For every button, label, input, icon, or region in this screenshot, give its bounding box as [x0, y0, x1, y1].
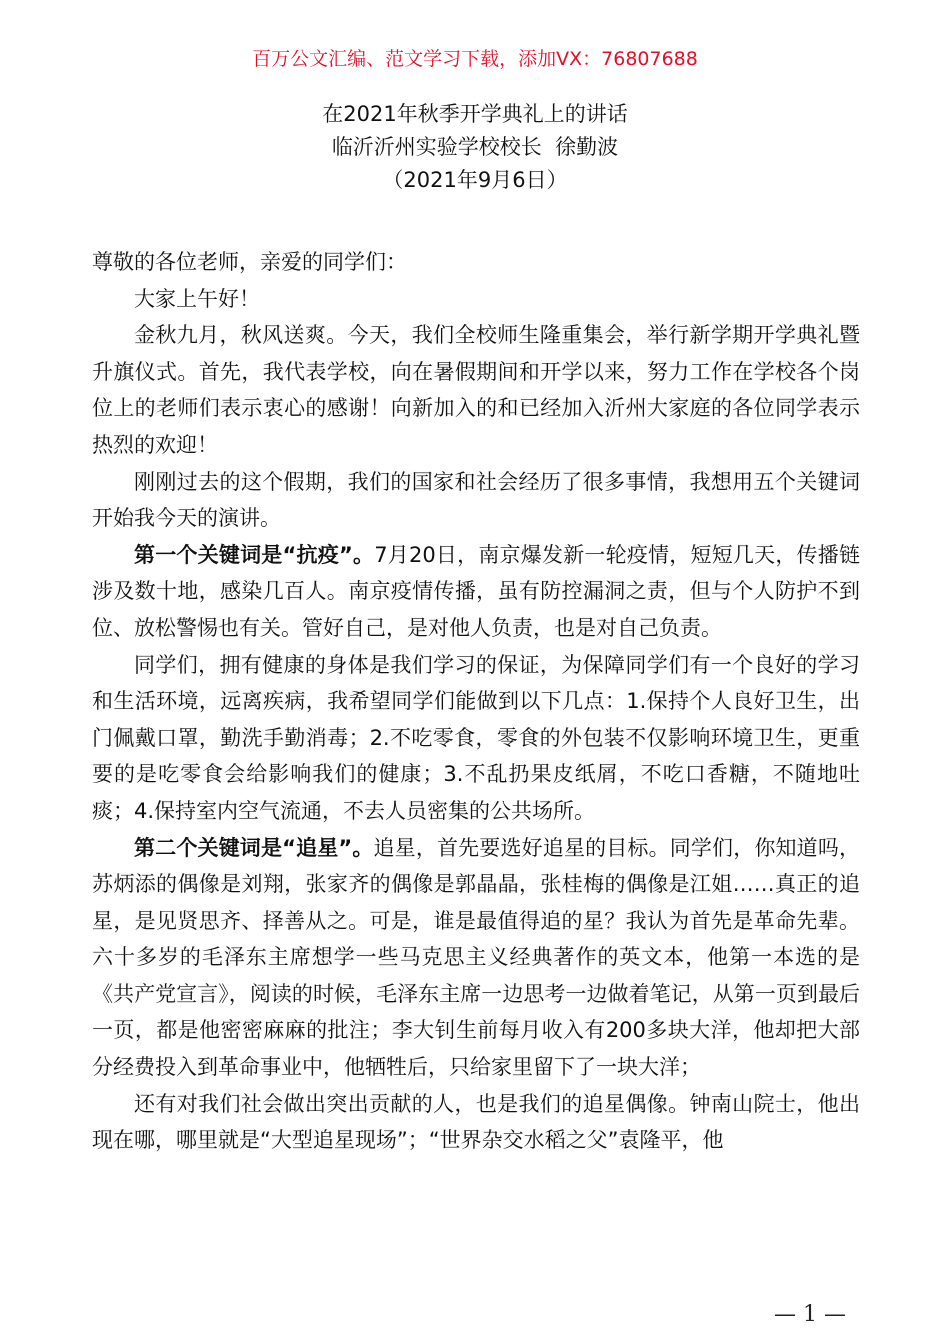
- ad-header-text: 百万公文汇编、范文学习下载，添加VX：76807688: [252, 48, 698, 70]
- keyword-1-text: 7月20日，南京爆发新一轮疫情，短短几天，传播链涉及数十地，感染几百人。南京疫情传播，虽有防控漏洞之责，但与个人防护不到位、放松警惕也有关。管好自己，是对他人负责，也是对自己负责。: [92, 542, 860, 640]
- speech-body: [92, 244, 860, 1159]
- paragraph-idols: 还有对我们社会做出突出贡献的人，也是我们的追星偶像。钟南山院士，他出现在哪，哪里就是“大型追星现场”；“世界杂交水稻之父”袁隆平，他: [92, 1091, 860, 1153]
- paragraph-intro-keywords: 刚刚过去的这个假期，我们的国家和社会经历了很多事情，我想用五个关键词开始我今天的演讲。: [92, 469, 860, 531]
- paragraph-opening: 金秋九月，秋风送爽。今天，我们全校师生隆重集会，举行新学期开学典礼暨升旗仪式。首先，我代表学校，向在暑假期间和开学以来，努力工作在学校各个岗位上的老师们表示衷心的感谢！向新加入的和已经加入沂州大家庭的各位同学表示热烈的欢迎！: [92, 323, 860, 457]
- keyword-2-text: 追星，首先要选好追星的目标。同学们，你知道吗，苏炳添的偶像是刘翔，张家齐的偶像是郭晶晶，张桂梅的偶像是江姐……真正的追星，是见贤思齐、择善从之。可是，谁是最值得追的星？我认为首先是革命先辈。六十多岁的毛泽东主席想学一些马克思主义经典著作的英文本，他第一本选的是《共产党宣言》，阅读的时候，毛泽东主席一边思考一边做着笔记，从第一页到最后一页，都是他密密麻麻的批注；李大钊生前每月收入有200多块大洋，他却把大部分经费投入到革命事业中，他牺牲后，只给家里留下了一块大洋；: [92, 835, 861, 1080]
- speech-date: （2021年9月6日）: [382, 168, 568, 192]
- speaker-line: 临沂沂州实验学校校长 徐勤波: [331, 135, 619, 159]
- greeting: 大家上午好！: [134, 286, 260, 311]
- salutation: 尊敬的各位老师，亲爱的同学们：: [92, 250, 407, 274]
- speech-title-block: [0, 98, 950, 197]
- page-number: — 1 —: [774, 1302, 846, 1327]
- paragraph-keyword-2: [92, 830, 860, 1086]
- speech-title: 在2021年秋季开学典礼上的讲话: [322, 102, 628, 126]
- paragraph-keyword-1: [92, 537, 860, 647]
- keyword-1-heading: 第一个关键词是“抗疫”。: [134, 542, 375, 567]
- keyword-2-heading: 第二个关键词是“追星”。: [134, 835, 374, 860]
- paragraph-health-advice: 同学们，拥有健康的身体是我们学习的保证，为保障同学们有一个良好的学习和生活环境，远离疾病，我希望同学们能做到以下几点：1.保持个人良好卫生，出门佩戴口罩，勤洗手勤消毒；2.不吃零食，零食的外包装不仅影响环境卫生，更重要的是吃零食会给影响我们的健康；3.不乱扔果皮纸屑，不吃口香糖，不随地吐痰；4.保持室内空气流通，不去人员密集的公共场所。: [92, 652, 860, 823]
